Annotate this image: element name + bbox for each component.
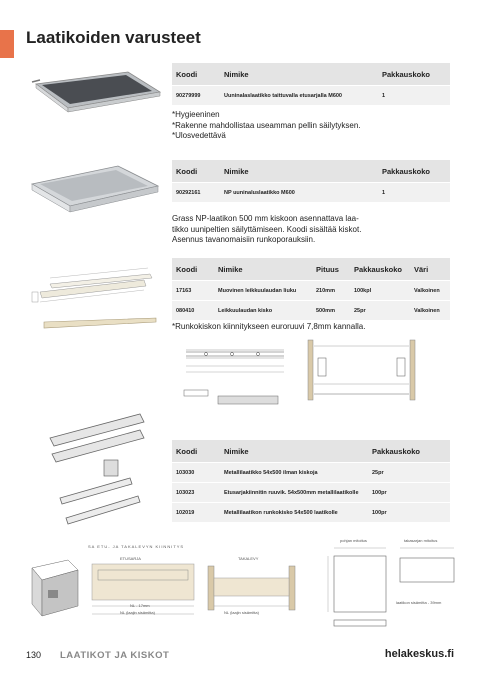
cell-length: 500mm [312,301,350,321]
cell-name: NP uuninaluslaatikko M600 [220,183,378,203]
table-row [172,281,450,301]
column-header: Väri [410,258,450,281]
table-row [172,183,450,203]
page-number: 130 [26,650,42,660]
cell-pack: 100pr [368,483,450,503]
product-table-3 [172,258,450,320]
cell-color: Valkoinen [410,301,450,321]
column-header: Pituus [312,258,350,281]
column-header: Pakkauskoko [350,258,410,281]
column-header: Koodi [172,258,214,281]
column-header: Nimike [220,440,368,463]
label-sisamitta: laatikon sisämitta - 39mm [396,600,442,605]
product-image-cutting-board-rail [30,262,165,334]
label-takalevy: TAKALEVY [238,556,259,561]
table-row [172,503,450,523]
description-1 [172,110,361,142]
technical-drawing-drawer-3d [28,556,83,626]
label-nl-minus: NL - 17mm [130,603,150,608]
column-header: Nimike [220,63,378,86]
page-title: Laatikoiden varusteet [26,28,201,47]
label-takasarjan-mitoitus: takasarjan mitoitus [404,538,438,543]
cell-pack: 25pr [350,301,410,321]
label-nl-bold-2: NL (laajin sisämitta) [224,610,259,615]
table-row [172,483,450,503]
description-line: tikko uunipeltien säilyttämiseen. Koodi sisältää kiskot. [172,224,362,234]
product-image-metal-drawer [40,408,160,528]
cell-name: Metallilaatikon runkokisko 54x500 laatikolle [220,503,368,523]
column-header: Pakkauskoko [368,440,450,463]
table-row [172,301,450,321]
label-nl-bold: NL (laajin sisämitta) [120,610,155,615]
technical-drawing-cross-section [292,338,432,408]
column-header: Pakkauskoko [378,63,450,86]
cell-color: Valkoinen [410,281,450,301]
product-table-4 [172,440,450,522]
product-image-oven-drawer [30,68,165,116]
table-row [172,86,450,106]
cell-pack: 1 [378,183,450,203]
description-3: *Runkokiskon kiinnitykseen euroruuvi 7,8mm kannalla. [172,322,366,331]
cell-code: 102019 [172,503,220,523]
cell-code: 90292161 [172,183,220,203]
label-pohjan-mitoitus: pohjan mitoitus [340,538,367,543]
cell-pack: 25pr [368,463,450,483]
cell-code: 17163 [172,281,214,301]
technical-drawing-bottom-dimension [326,544,392,636]
technical-drawing-back-dimension [394,544,460,594]
cell-name: Etusarjakiinnitin ruuvik. 54x500mm metallilaatikolle [220,483,368,503]
cell-pack: 1 [378,86,450,106]
footer-site[interactable]: helakeskus.fi [384,648,454,660]
table-row [172,463,450,483]
column-header: Nimike [220,160,378,183]
cell-name: Metallilaatikko 54x500 ilman kiskoja [220,463,368,483]
cell-pack: 100kpl [350,281,410,301]
cell-length: 210mm [312,281,350,301]
column-header: Pakkauskoko [378,160,450,183]
cell-name: Uuninalaslaatikko taittuvalla etusarjalla M600 [220,86,378,106]
product-table-2 [172,160,450,202]
column-header: Koodi [172,160,220,183]
label-etusarja: ETUSARJA [120,556,141,561]
description-line: Grass NP-laatikon 500 mm kiskoon asennattava laa- [172,214,359,223]
cell-code: 080410 [172,301,214,321]
technical-drawing-runner [172,340,290,412]
cell-name: Leikkuulaudan kisko [214,301,312,321]
column-header: Koodi [172,63,220,86]
description-line: *Rakenne mahdollistaa useamman pellin säilytyksen. [172,120,361,130]
title-accent-bar [0,30,14,58]
cell-code: 103023 [172,483,220,503]
column-header: Nimike [214,258,312,281]
cell-name: Muovinen leikkuulaudan liuku [214,281,312,301]
description-line: Asennus tavanomaisiin runkoporauksiin. [172,235,316,244]
product-table-1 [172,63,450,105]
description-line: *Hygieeninen [172,110,220,119]
cell-pack: 100pr [368,503,450,523]
description-line: *Ulosvedettävä [172,131,226,140]
cell-code: 103030 [172,463,220,483]
cell-code: 90279999 [172,86,220,106]
diagram-section-title: SA ETU- JA TAKALEVYN KIINNITYS [88,544,185,549]
product-image-np-drawer [28,160,163,215]
description-2 [172,214,361,246]
column-header: Koodi [172,440,220,463]
footer-section-title: LAATIKOT JA KISKOT [60,650,170,661]
